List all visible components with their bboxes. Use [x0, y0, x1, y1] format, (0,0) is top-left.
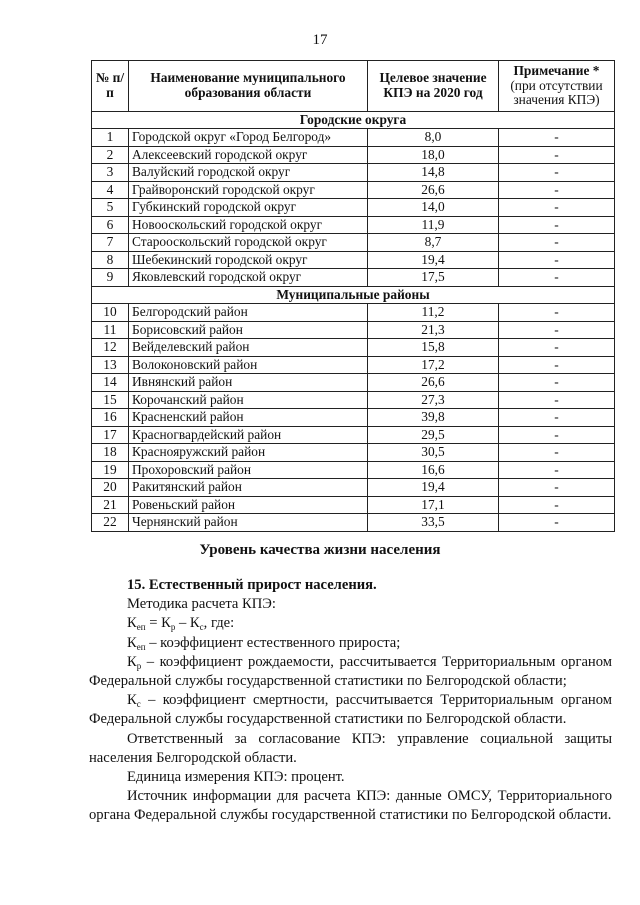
row-value: 14,0 — [368, 199, 499, 217]
row-value: 11,2 — [368, 304, 499, 322]
row-number: 2 — [92, 146, 129, 164]
row-value: 21,3 — [368, 321, 499, 339]
group-title: Муниципальные районы — [92, 286, 615, 304]
row-name: Яковлевский городской округ — [129, 269, 368, 287]
row-name: Старооскольский городской округ — [129, 234, 368, 252]
paragraph: Методика расчета КПЭ: — [127, 596, 276, 613]
table-row — [92, 374, 615, 392]
row-name: Алексеевский городской округ — [129, 146, 368, 164]
table-row — [92, 181, 615, 199]
table-row — [92, 251, 615, 269]
row-name: Шебекинский городской округ — [129, 251, 368, 269]
row-note: - — [499, 181, 615, 199]
row-note: - — [499, 391, 615, 409]
row-name: Прохоровский район — [129, 461, 368, 479]
table-row — [92, 234, 615, 252]
table-row — [92, 444, 615, 462]
table-row — [92, 479, 615, 497]
row-note: - — [499, 356, 615, 374]
header-num: № п/п — [92, 61, 129, 112]
paragraph: 15. Естественный прирост населения. — [127, 577, 377, 593]
row-note: - — [499, 461, 615, 479]
table-body — [92, 111, 615, 531]
paragraph: $К_с$ – коэффициент смертности, рассчитывается Территориальным органом Федеральной службы государственной статистики по Белгородской области. — [89, 692, 612, 728]
row-note: - — [499, 199, 615, 217]
row-value: 33,5 — [368, 514, 499, 532]
paragraph: Источник информации для расчета КПЭ: данные ОМСУ, Территориального органа Федеральной службы государственной статистики по Белгородской области. — [89, 788, 612, 824]
group-title: Городские округа — [92, 111, 615, 129]
row-value: 30,5 — [368, 444, 499, 462]
row-value: 17,2 — [368, 356, 499, 374]
row-number: 16 — [92, 409, 129, 427]
row-number: 18 — [92, 444, 129, 462]
row-number: 19 — [92, 461, 129, 479]
table-row — [92, 339, 615, 357]
row-number: 1 — [92, 129, 129, 147]
row-name: Грайворонский городской округ — [129, 181, 368, 199]
row-value: 19,4 — [368, 251, 499, 269]
row-value: 17,5 — [368, 269, 499, 287]
row-number: 6 — [92, 216, 129, 234]
row-note: - — [499, 129, 615, 147]
paragraph: $К_р$ – коэффициент рождаемости, рассчитывается Территориальным органом Федеральной службы государственной статистики по Белгородской области; — [89, 653, 612, 690]
table-row — [92, 409, 615, 427]
table-row — [92, 304, 615, 322]
row-number: 14 — [92, 374, 129, 392]
row-note: - — [499, 146, 615, 164]
row-note: - — [499, 479, 615, 497]
row-value: 15,8 — [368, 339, 499, 357]
row-number: 12 — [92, 339, 129, 357]
table-row — [92, 269, 615, 287]
row-number: 7 — [92, 234, 129, 252]
row-value: 16,6 — [368, 461, 499, 479]
row-name: Красненский район — [129, 409, 368, 427]
row-note: - — [499, 426, 615, 444]
row-number: 10 — [92, 304, 129, 322]
section-title: Уровень качества жизни населения — [199, 542, 441, 558]
row-name: Красногвардейский район — [129, 426, 368, 444]
row-note: - — [499, 304, 615, 322]
table-row — [92, 461, 615, 479]
paragraph: Единица измерения КПЭ: процент. — [127, 769, 345, 786]
row-value: 18,0 — [368, 146, 499, 164]
page-number: 17 — [312, 32, 328, 48]
row-note: - — [499, 321, 615, 339]
row-value: 8,0 — [368, 129, 499, 147]
row-value: 19,4 — [368, 479, 499, 497]
table-row — [92, 496, 615, 514]
row-value: 26,6 — [368, 181, 499, 199]
row-value: 39,8 — [368, 409, 499, 427]
table-header-row — [92, 61, 615, 112]
group-row — [92, 286, 615, 304]
row-number: 11 — [92, 321, 129, 339]
row-name: Новооскольский городской округ — [129, 216, 368, 234]
row-name: Валуйский городской округ — [129, 164, 368, 182]
table-row — [92, 199, 615, 217]
row-name: Губкинский городской округ — [129, 199, 368, 217]
row-value: 17,1 — [368, 496, 499, 514]
row-number: 9 — [92, 269, 129, 287]
row-number: 20 — [92, 479, 129, 497]
row-name: Корочанский район — [129, 391, 368, 409]
row-note: - — [499, 164, 615, 182]
row-number: 5 — [92, 199, 129, 217]
row-number: 21 — [92, 496, 129, 514]
paragraph: $К_{еп}$ – коэффициент естественного прироста; — [127, 634, 401, 652]
row-name: Белгородский район — [129, 304, 368, 322]
paragraph: $К_{еп} = К_р - К_с$, где: — [127, 615, 235, 633]
row-note: - — [499, 234, 615, 252]
header-note — [499, 61, 615, 112]
table-row — [92, 164, 615, 182]
row-value: 8,7 — [368, 234, 499, 252]
row-value: 29,5 — [368, 426, 499, 444]
row-note: - — [499, 496, 615, 514]
row-name: Ракитянский район — [129, 479, 368, 497]
row-note: - — [499, 409, 615, 427]
row-value: 14,8 — [368, 164, 499, 182]
kpe-table — [91, 60, 615, 532]
table-row — [92, 514, 615, 532]
row-name: Ровеньский район — [129, 496, 368, 514]
row-name: Вейделевский район — [129, 339, 368, 357]
header-note-detail: (при отсутствии значения КПЭ) — [510, 77, 603, 107]
row-note: - — [499, 339, 615, 357]
row-name: Чернянский район — [129, 514, 368, 532]
row-value: 26,6 — [368, 374, 499, 392]
table-row — [92, 146, 615, 164]
row-name: Волоконовский район — [129, 356, 368, 374]
table-row — [92, 216, 615, 234]
row-number: 17 — [92, 426, 129, 444]
row-note: - — [499, 444, 615, 462]
row-name: Городской округ «Город Белгород» — [129, 129, 368, 147]
row-note: - — [499, 514, 615, 532]
row-name: Ивнянский район — [129, 374, 368, 392]
indicator-description — [89, 576, 612, 826]
table-row — [92, 426, 615, 444]
table-row — [92, 356, 615, 374]
table-row — [92, 391, 615, 409]
header-name: Наименование муниципального образования области — [129, 61, 368, 112]
group-row — [92, 111, 615, 129]
header-value: Целевое значение КПЭ на 2020 год — [368, 61, 499, 112]
row-note: - — [499, 251, 615, 269]
row-number: 22 — [92, 514, 129, 532]
row-number: 4 — [92, 181, 129, 199]
row-number: 15 — [92, 391, 129, 409]
row-note: - — [499, 374, 615, 392]
row-value: 27,3 — [368, 391, 499, 409]
row-name: Борисовский район — [129, 321, 368, 339]
row-name: Краснояружский район — [129, 444, 368, 462]
row-number: 8 — [92, 251, 129, 269]
table-row — [92, 129, 615, 147]
paragraph: Ответственный за согласование КПЭ: управление социальной защиты населения Белгородской области. — [89, 730, 612, 766]
table-row — [92, 321, 615, 339]
row-note: - — [499, 216, 615, 234]
row-number: 3 — [92, 164, 129, 182]
row-value: 11,9 — [368, 216, 499, 234]
row-note: - — [499, 269, 615, 287]
header-note-title: Примечание * — [513, 63, 600, 78]
row-number: 13 — [92, 356, 129, 374]
